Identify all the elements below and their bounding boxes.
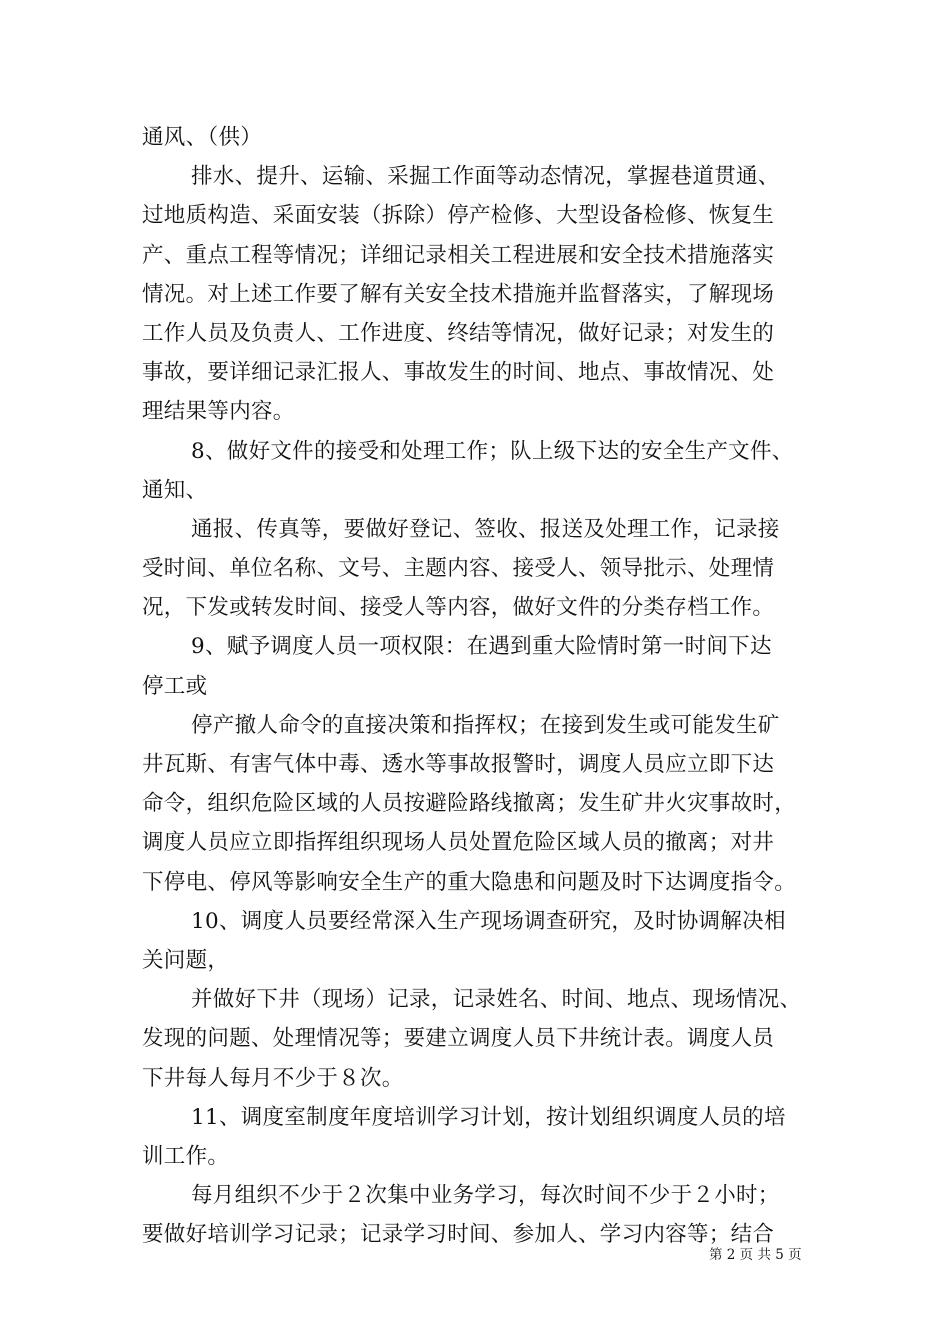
text-line: 井瓦斯、有害气体中毒、透水等事故报警时，调度人员应立即下达 <box>142 752 775 777</box>
document-body <box>142 118 814 1254</box>
text-line: 要做好培训学习记录；记录学习时间、参加人、学习内容等；结合 <box>142 1222 775 1248</box>
text-line: 况，下发或转发时间、接受人等内容，做好文件的分类存档工作。 <box>142 595 775 621</box>
text-line: 8、做好文件的接受和处理工作；队上级下达的安全生产文件、 <box>191 438 794 464</box>
text-line: 下停电、停风等影响安全生产的重大隐患和问题及时下达调度指令。 <box>142 869 797 895</box>
text-line: 发现的问题、处理情况等；要建立调度人员下井统计表。调度人员 <box>142 1026 775 1052</box>
text-line: 排水、提升、运输、采掘工作面等动态情况，掌握巷道贯通、 <box>191 164 780 190</box>
text-line: 调度人员应立即指挥组织现场人员处置危险区域人员的撤离；对井 <box>142 830 775 856</box>
text-line: 通知、 <box>142 477 208 503</box>
text-line: 命令，组织危险区域的人员按避险路线撤离；发生矿井火灾事故时， <box>142 791 797 817</box>
text-line: 训工作。 <box>142 1143 230 1169</box>
text-line: 关问题， <box>142 947 230 973</box>
text-line: 产、重点工程等情况；详细记录相关工程进展和安全技术措施落实 <box>142 242 775 268</box>
text-line: 下井每人每月不少于８次。 <box>142 1065 404 1091</box>
text-line: 停工或 <box>142 673 208 699</box>
text-line: 受时间、单位名称、文号、主题内容、接受人、领导批示、处理情 <box>142 556 775 582</box>
text-line: 事故，要详细记录汇报人、事故发生的时间、地点、事故情况、处 <box>142 360 775 386</box>
text-line: 每月组织不少于２次集中业务学习，每次时间不少于２小时； <box>191 1183 780 1209</box>
text-line: 理结果等内容。 <box>142 399 295 425</box>
text-line: 通报、传真等，要做好登记、签收、报送及处理工作，记录接 <box>191 516 780 542</box>
text-line: 11、调度室制度年度培训学习计划，按计划组织调度人员的培 <box>191 1104 786 1130</box>
text-line: 过地质构造、采面安装（拆除）停产检修、大型设备检修、恢复生 <box>142 203 775 229</box>
text-line: 10、调度人员要经常深入生产现场调查研究，及时协调解决相 <box>191 908 786 934</box>
text-line: 工作人员及负责人、工作进度、终结等情况，做好记录；对发生的 <box>142 320 775 346</box>
page-number-footer: 第 2 页 共 5 页 <box>709 1247 802 1263</box>
text-line: 通风、（供） <box>142 125 263 150</box>
text-line: 停产撤人命令的直接决策和指挥权；在接到发生或可能发生矿 <box>191 712 780 738</box>
text-line: 9、赋予调度人员一项权限：在遇到重大险情时第一时间下达 <box>191 634 772 660</box>
text-line: 情况。对上述工作要了解有关安全技术措施并监督落实，了解现场 <box>142 281 775 307</box>
text-line: 并做好下井（现场）记录，记录姓名、时间、地点、现场情况、 <box>191 987 802 1013</box>
